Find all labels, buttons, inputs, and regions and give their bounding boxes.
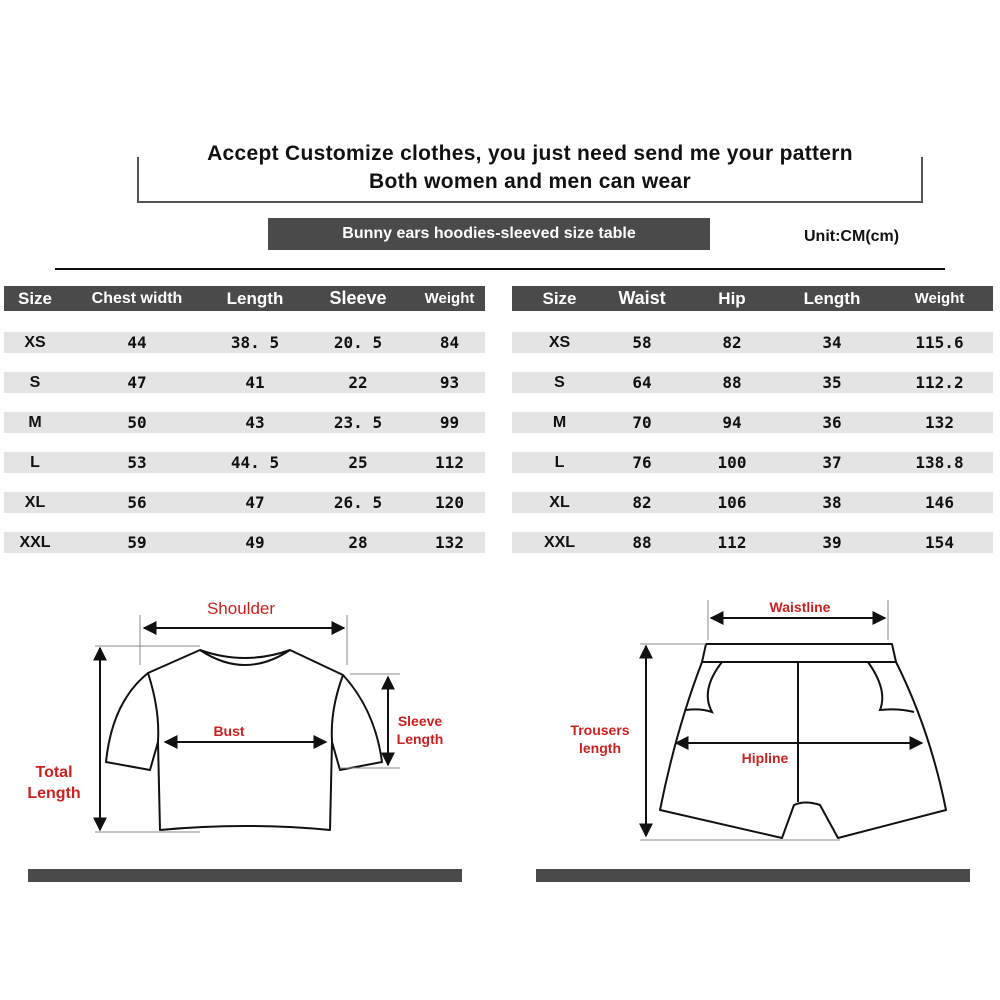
table-cell: L — [554, 453, 565, 471]
header-divider — [55, 268, 945, 270]
table-cell: 112 — [435, 453, 464, 472]
table-cell: 154 — [925, 533, 954, 552]
table-cell: 88 — [632, 533, 652, 552]
bottom-col-size: Size — [542, 288, 577, 308]
shoulder-label: Shoulder — [206, 599, 276, 618]
table-cell: 94 — [722, 413, 742, 432]
shorts-outline — [660, 644, 946, 838]
top-col-chest: Chest width — [91, 289, 183, 307]
table-cell: S — [29, 373, 41, 391]
trousers-label-line2: length — [579, 740, 621, 756]
table-cell: 23. 5 — [333, 413, 383, 432]
table-cell: 38. 5 — [230, 333, 280, 352]
top-table-row — [4, 372, 485, 393]
table-cell: 58 — [632, 333, 652, 352]
table-cell: 106 — [717, 493, 747, 512]
footer-bar-right — [536, 869, 970, 882]
table-cell: 146 — [925, 493, 954, 512]
table-cell: 47 — [127, 373, 147, 392]
bottom-col-length: Length — [803, 288, 861, 308]
table-cell: 99 — [439, 413, 460, 432]
waistline-label: Waistline — [769, 599, 831, 615]
sleeve-label-line2: Length — [396, 731, 444, 747]
table-cell: 112.2 — [915, 373, 964, 392]
table-cell: 115.6 — [915, 333, 964, 352]
table-cell: 100 — [717, 453, 747, 472]
table-cell: 82 — [722, 333, 742, 352]
hipline-label: Hipline — [741, 750, 789, 766]
table-cell: 26. 5 — [333, 493, 383, 512]
table-cell: 59 — [127, 533, 147, 552]
table-cell: 36 — [822, 413, 842, 432]
top-table-row — [4, 332, 485, 353]
table-cell: 47 — [245, 493, 265, 512]
top-table-row — [4, 412, 485, 433]
top-col-weight: Weight — [424, 290, 475, 307]
table-cell: 138.8 — [915, 453, 964, 472]
table-cell: XS — [548, 333, 571, 351]
bottom-table-row — [512, 372, 993, 393]
table-cell: 43 — [245, 413, 265, 432]
unit-label: Unit:CM(cm) — [804, 228, 900, 245]
table-cell: 53 — [127, 453, 147, 472]
shirt-outline — [106, 650, 382, 830]
top-col-size: Size — [17, 288, 53, 308]
bottom-table-row — [512, 532, 993, 553]
top-table-row — [4, 492, 485, 513]
table-cell: XXL — [19, 533, 51, 551]
table-cell: 37 — [822, 453, 842, 472]
table-cell: 76 — [632, 453, 652, 472]
table-cell: XS — [24, 333, 46, 351]
table-cell: 49 — [245, 533, 265, 552]
table-cell: XL — [549, 493, 570, 511]
trousers-label-line1: Trousers — [570, 722, 630, 738]
bottom-col-waist: Waist — [618, 288, 666, 308]
top-table-row — [4, 532, 485, 553]
total-label-line2: Length — [27, 785, 81, 802]
headline-bracket — [137, 157, 923, 203]
table-cell: 50 — [127, 413, 147, 432]
table-cell: 82 — [632, 493, 652, 512]
table-cell: 28 — [348, 533, 368, 552]
table-cell: 132 — [435, 533, 464, 552]
top-col-sleeve: Sleeve — [329, 288, 387, 308]
table-cell: 112 — [717, 533, 747, 552]
top-table-row — [4, 452, 485, 473]
table-cell: 22 — [348, 373, 368, 392]
table-cell: 20. 5 — [333, 333, 383, 352]
table-cell: 64 — [632, 373, 652, 392]
table-cell: XXL — [543, 533, 576, 551]
footer-bar-left — [28, 869, 462, 882]
total-label-line1: Total — [35, 764, 73, 781]
table-cell: XL — [24, 493, 46, 511]
headline-line-1: Accept Customize clothes, you just need send me your pattern — [207, 142, 853, 165]
bottom-table-row — [512, 332, 993, 353]
table-cell: 132 — [925, 413, 954, 432]
table-cell: 84 — [439, 333, 460, 352]
table-cell: 56 — [127, 493, 147, 512]
top-col-length: Length — [226, 288, 284, 308]
bottom-col-hip: Hip — [718, 288, 746, 308]
bottom-table-row — [512, 492, 993, 513]
table-cell: L — [30, 453, 40, 471]
table-cell: 39 — [822, 533, 842, 552]
table-cell: M — [552, 413, 567, 431]
bottom-table-row — [512, 452, 993, 473]
table-cell: 41 — [245, 373, 265, 392]
bottom-col-weight: Weight — [914, 290, 965, 307]
table-cell: 93 — [439, 373, 460, 392]
bust-label: Bust — [213, 723, 245, 739]
table-cell: 44. 5 — [230, 453, 280, 472]
table-cell: 120 — [435, 493, 464, 512]
table-cell: 25 — [348, 453, 368, 472]
table-cell: M — [28, 413, 42, 431]
shorts-diagram — [500, 590, 1000, 850]
sleeve-length-label — [390, 712, 450, 748]
top-table-header — [4, 286, 485, 311]
table-cell: 44 — [127, 333, 147, 352]
table-cell: 38 — [822, 493, 842, 512]
sleeve-label-line1: Sleeve — [397, 713, 443, 729]
table-cell: 70 — [632, 413, 652, 432]
table-cell: 88 — [722, 373, 742, 392]
bottom-table-header — [512, 286, 993, 311]
headline-line-2: Both women and men can wear — [369, 170, 691, 193]
table-cell: S — [554, 373, 565, 391]
table-cell: 35 — [822, 373, 842, 392]
table-cell: 34 — [822, 333, 842, 352]
table-title-banner: Bunny ears hoodies-sleeved size table — [268, 218, 710, 250]
trousers-length-label — [560, 721, 640, 757]
bottom-table-row — [512, 412, 993, 433]
total-length-label — [22, 762, 86, 804]
